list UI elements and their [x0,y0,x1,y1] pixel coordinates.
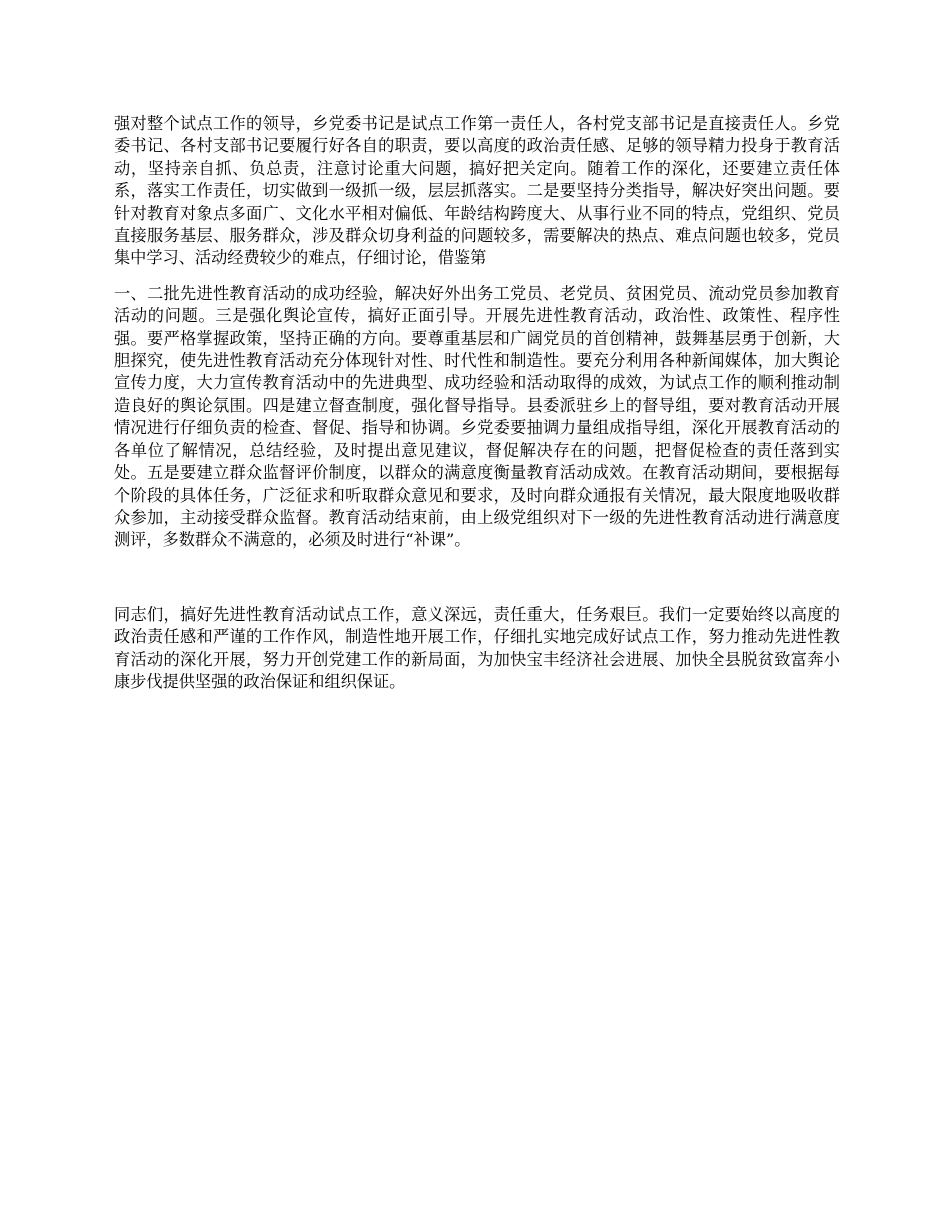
paragraph-3: 同志们，搞好先进性教育活动试点工作，意义深远，责任重大，任务艰巨。我们一定要始终以高度的政治责任感和严谨的工作作风，制造性地开展工作，仔细扎实地完成好试点工作，努力推动先进性教育活动的深化开展，努力开创党建工作的新局面，为加快宝丰经济社会进展、加快全县脱贫致富奔小康步伐提供坚强的政治保证和组织保证。 [114,604,840,691]
paragraph-1: 强对整个试点工作的领导，乡党委书记是试点工作第一责任人，各村党支部书记是直接责任人。乡党委书记、各村支部书记要履行好各自的职责，要以高度的政治责任感、足够的领导精力投身于教育活动，坚持亲自抓、负总责，注意讨论重大问题，搞好把关定向。随着工作的深化，还要建立责任体系，落实工作责任，切实做到一级抓一级，层层抓落实。二是要坚持分类指导，解决好突出问题。要针对教育对象点多面广、文化水平相对偏低、年龄结构跨度大、从事行业不同的特点，党组织、党员直接服务基层、服务群众，涉及群众切身利益的问题较多，需要解决的热点、难点问题也较多，党员集中学习、活动经费较少的难点，仔细讨论，借鉴第 [114,114,840,268]
paragraph-2: 一、二批先进性教育活动的成功经验，解决好外出务工党员、老党员、贫困党员、流动党员参加教育活动的问题。三是强化舆论宣传，搞好正面引导。开展先进性教育活动，政治性、政策性、程序性强。要严格掌握政策，坚持正确的方向。要尊重基层和广阔党员的首创精神，鼓舞基层勇于创新，大胆探究，使先进性教育活动充分体现针对性、时代性和制造性。要充分利用各种新闻媒体，加大舆论宣传力度，大力宣传教育活动中的先进典型、成功经验和活动取得的成效，为试点工作的顺利推动制造良好的舆论氛围。四是建立督查制度，强化督导指导。县委派驻乡上的督导组，要对教育活动开展情况进行仔细负责的检查、督促、指导和协调。乡党委要抽调力量组成指导组，深化开展教育活动的各单位了解情况，总结经验，及时提出意见建议，督促解决存在的问题，把督促检查的责任落到实处。五是要建立群众监督评价制度，以群众的满意度衡量教育活动成效。在教育活动期间，要根据每个阶段的具体任务，广泛征求和听取群众意见和要求，及时向群众通报有关情况，最大限度地吸收群众参加，主动接受群众监督。教育活动结束前，由上级党组织对下一级的先进性教育活动进行满意度测评，多数群众不满意的，必须及时进行“补课”。 [114,283,840,550]
document-body [114,113,840,693]
